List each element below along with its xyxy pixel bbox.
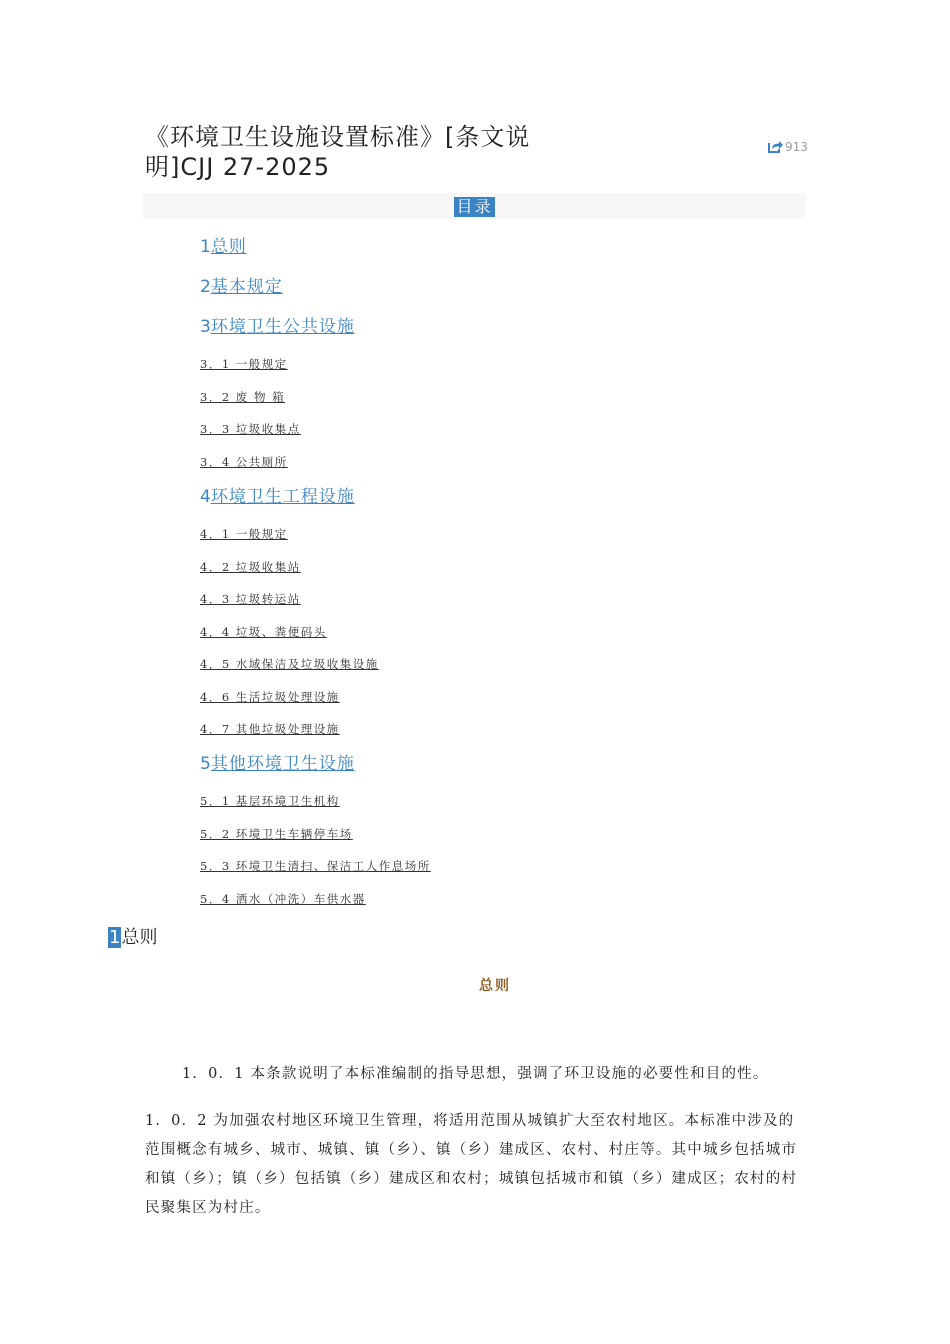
toc-sublink[interactable]: 3．1 一般规定 xyxy=(200,357,288,371)
share-button[interactable] xyxy=(767,139,808,154)
toc-sublink[interactable]: 5．2 环境卫生车辆停车场 xyxy=(200,827,353,841)
toc-sublink[interactable]: 5．1 基层环境卫生机构 xyxy=(200,794,340,808)
toc-subitem[interactable] xyxy=(200,718,340,737)
share-count: 913 xyxy=(785,139,808,154)
toc-item[interactable] xyxy=(200,753,355,775)
toc-subitem[interactable] xyxy=(200,418,301,437)
toc-link[interactable]: 环境卫生公共设施 xyxy=(210,317,355,337)
toc-subitem[interactable] xyxy=(200,653,379,672)
paragraph: 1．0．2 为加强农村地区环境卫生管理，将适用范围从城镇扩大至农村地区。本标准中涉及的范围概念有城乡、城市、城镇、镇（乡）、镇（乡）建成区、农村、村庄等。其中城乡包括城市和镇（乡）；镇（乡）包括镇（乡）建成区和农村；城镇包括城市和镇（乡）建成区；农村的村民聚集区为村庄。 xyxy=(145,1113,798,1216)
section-number: 1 xyxy=(109,927,121,948)
toc-item[interactable] xyxy=(200,486,355,508)
toc-subitem[interactable] xyxy=(200,790,340,809)
toc-sublink[interactable]: 4．5 水域保洁及垃圾收集设施 xyxy=(200,657,379,671)
toc-subitem[interactable] xyxy=(200,523,288,542)
toc-sublink[interactable]: 4．3 垃圾转运站 xyxy=(200,592,301,606)
toc-item[interactable] xyxy=(200,236,247,258)
toc-link[interactable]: 基本规定 xyxy=(210,277,283,297)
page-title: 《环境卫生设施设置标准》[条文说明]CJJ 27-2025 xyxy=(145,123,531,181)
toc-sublink[interactable]: 4．1 一般规定 xyxy=(200,527,288,541)
share-icon xyxy=(767,139,785,154)
toc-subitem[interactable] xyxy=(200,823,353,842)
toc-subitem[interactable] xyxy=(200,855,431,874)
toc-sublink[interactable]: 4．6 生活垃圾处理设施 xyxy=(200,690,340,704)
toc-sublink[interactable]: 4．7 其他垃圾处理设施 xyxy=(200,722,340,736)
toc-item-number: 2 xyxy=(200,277,211,297)
toc-item-number: 4 xyxy=(200,487,211,507)
toc-item[interactable] xyxy=(200,316,355,338)
toc-sublink[interactable]: 5．4 洒水（冲洗）车供水器 xyxy=(200,892,366,906)
toc-subitem[interactable] xyxy=(200,386,285,405)
toc-subitem[interactable] xyxy=(200,686,340,705)
toc-sublink[interactable]: 4．2 垃圾收集站 xyxy=(200,560,301,574)
section-title: 总则 xyxy=(121,927,158,948)
toc-subitem[interactable] xyxy=(200,888,366,907)
toc-sublink[interactable]: 3．3 垃圾收集点 xyxy=(200,422,301,436)
toc-subitem[interactable] xyxy=(200,588,301,607)
toc-sublink[interactable]: 4．4 垃圾、粪便码头 xyxy=(200,625,327,639)
section-heading xyxy=(108,927,157,949)
toc-subitem[interactable] xyxy=(200,353,288,372)
toc-heading: 目录 xyxy=(456,197,493,216)
section-center-title: 总则 xyxy=(479,978,511,994)
toc-item-number: 3 xyxy=(200,317,211,337)
toc-item-number: 1 xyxy=(200,237,211,257)
paragraph: 1．0．1 本条款说明了本标准编制的指导思想，强调了环卫设施的必要性和目的性。 xyxy=(182,1066,769,1082)
toc-link[interactable]: 环境卫生工程设施 xyxy=(210,487,355,507)
toc-sublink[interactable]: 3．2 废 物 箱 xyxy=(200,390,286,404)
toc-sublink[interactable]: 3．4 公共厕所 xyxy=(200,455,288,469)
toc-subitem[interactable] xyxy=(200,451,288,470)
toc-link[interactable]: 其他环境卫生设施 xyxy=(210,754,355,774)
toc-item-number: 5 xyxy=(200,754,211,774)
toc-sublink[interactable]: 5．3 环境卫生清扫、保洁工人作息场所 xyxy=(200,859,431,873)
toc-subitem[interactable] xyxy=(200,556,301,575)
toc-subitem[interactable] xyxy=(200,621,327,640)
toc-item[interactable] xyxy=(200,276,283,298)
toc-link[interactable]: 总则 xyxy=(210,237,247,257)
toc-header xyxy=(143,193,806,219)
